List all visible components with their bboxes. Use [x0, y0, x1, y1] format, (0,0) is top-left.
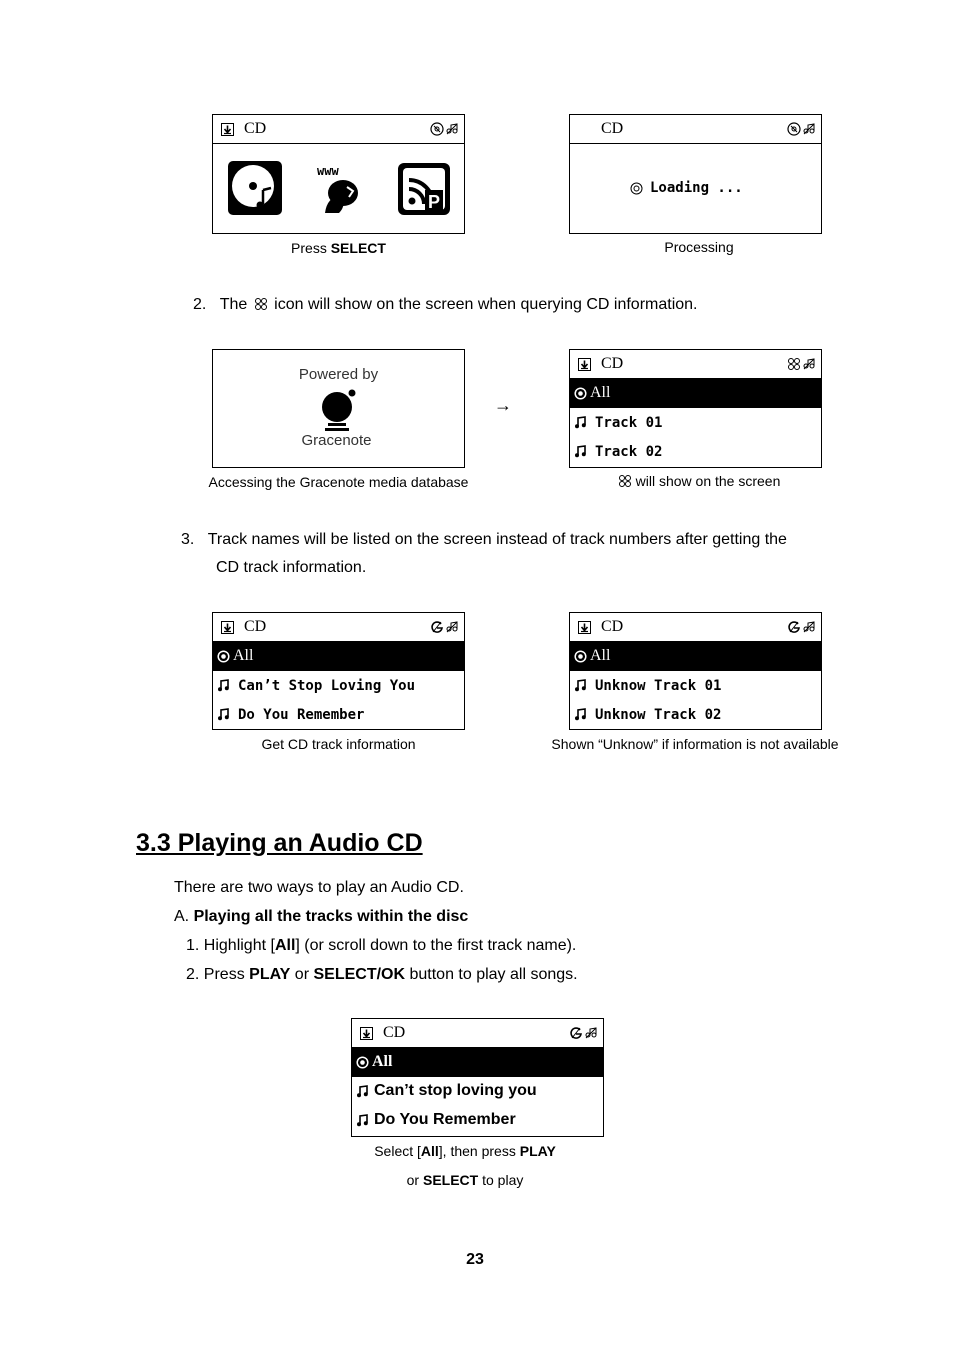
- music-note-icon: [356, 1114, 369, 1127]
- header-title: CD: [601, 355, 624, 372]
- svg-text:P: P: [428, 192, 441, 212]
- caption-press-select: Press SELECT: [291, 240, 386, 256]
- header-title: CD: [601, 120, 624, 137]
- loading-text: Loading ...: [650, 180, 743, 196]
- music-note-icon: [217, 679, 230, 692]
- download-icon: [221, 621, 234, 634]
- svg-text:www: www: [317, 164, 339, 178]
- screen-header: [352, 1019, 603, 1048]
- screen-header: [570, 350, 821, 379]
- list-item-all[interactable]: All: [570, 642, 821, 671]
- loading-icon: [630, 182, 643, 195]
- list-item-track[interactable]: Track 02: [570, 437, 821, 466]
- list-item-track[interactable]: Do You Remember: [352, 1106, 603, 1135]
- status-icons: [428, 620, 460, 635]
- list-item-track[interactable]: Can’t stop loving you: [352, 1077, 603, 1106]
- music-note-icon: [217, 708, 230, 721]
- screen-header: [570, 115, 821, 144]
- cd-music-icon: [227, 160, 283, 216]
- query-icon: [254, 297, 268, 311]
- header-title: CD: [244, 120, 267, 137]
- radio-icon: [574, 387, 587, 400]
- radio-icon: [217, 650, 230, 663]
- radio-icon: [574, 650, 587, 663]
- status-icons: [567, 1026, 599, 1041]
- screen-track-list: [569, 349, 822, 468]
- powered-by-text: Powered by: [298, 366, 379, 383]
- header-title: CD: [244, 618, 267, 635]
- caption-gracenote: Accessing the Gracenote media database: [208, 474, 469, 490]
- gracenote-text: Gracenote: [301, 432, 372, 449]
- step-3-line2: CD track information.: [216, 559, 367, 576]
- download-icon: [578, 358, 591, 371]
- caption-or-select: or SELECT to play: [406, 1172, 524, 1188]
- screen-header: [213, 613, 464, 642]
- list-item-all[interactable]: All: [352, 1048, 603, 1077]
- list-item-all[interactable]: All: [570, 379, 821, 408]
- internet-person-icon: [315, 163, 367, 215]
- download-icon: [360, 1027, 373, 1040]
- header-title: CD: [383, 1024, 406, 1041]
- section-heading: 3.3 Playing an Audio CD: [136, 829, 423, 857]
- screen-play-all: [351, 1018, 604, 1137]
- list-item-track[interactable]: Unknow Track 01: [570, 671, 821, 700]
- screen-track-names: [212, 612, 465, 730]
- section-intro: There are two ways to play an Audio CD.: [174, 879, 464, 896]
- music-note-icon: [356, 1085, 369, 1098]
- status-icons: [785, 620, 817, 635]
- screen-gracenote: [212, 349, 465, 468]
- music-note-icon: [574, 679, 587, 692]
- screen-loading: [569, 114, 822, 234]
- screen-header: [213, 115, 464, 144]
- screen-header: [570, 613, 821, 642]
- list-item-track[interactable]: Can’t Stop Loving You: [213, 671, 464, 700]
- music-note-icon: [574, 445, 587, 458]
- screen-unknow-tracks: [569, 612, 822, 730]
- step-2: 2. The icon will show on the screen when querying CD information.: [193, 296, 698, 313]
- list-item-track[interactable]: Unknow Track 02: [570, 700, 821, 729]
- caption-unknow: Shown “Unknow” if information is not available: [551, 736, 839, 752]
- status-icons: [785, 122, 817, 137]
- header-title: CD: [601, 618, 624, 635]
- status-icons: [785, 357, 817, 372]
- section-item-2: 2. Press PLAY or SELECT/OK button to play all songs.: [186, 966, 578, 983]
- step-3: 3. Track names will be listed on the screen instead of track numbers after getting the: [181, 531, 787, 548]
- gracenote-logo: [318, 387, 360, 433]
- caption-processing: Processing: [664, 239, 734, 255]
- list-item-track[interactable]: Track 01: [570, 408, 821, 437]
- list-item-all[interactable]: All: [213, 642, 464, 671]
- section-item-1: 1. Highlight [All] (or scroll down to the first track name).: [186, 937, 577, 954]
- caption-select-all: Select [All], then press PLAY: [374, 1143, 556, 1159]
- music-note-icon: [574, 416, 587, 429]
- caption-query-shown: will show on the screen: [569, 473, 829, 489]
- download-icon: [221, 123, 234, 136]
- radio-icon: [356, 1056, 369, 1069]
- section-item-a: A. Playing all the tracks within the disc: [174, 908, 469, 925]
- status-icons: [428, 122, 460, 137]
- page-number: 23: [466, 1251, 484, 1268]
- screen-cd-menu: [212, 114, 465, 234]
- query-icon: [618, 474, 632, 488]
- arrow: →: [494, 395, 512, 415]
- list-item-track[interactable]: Do You Remember: [213, 700, 464, 729]
- caption-get-info: Get CD track information: [261, 736, 416, 752]
- podcast-icon: [397, 162, 451, 216]
- download-icon: [578, 621, 591, 634]
- music-note-icon: [574, 708, 587, 721]
